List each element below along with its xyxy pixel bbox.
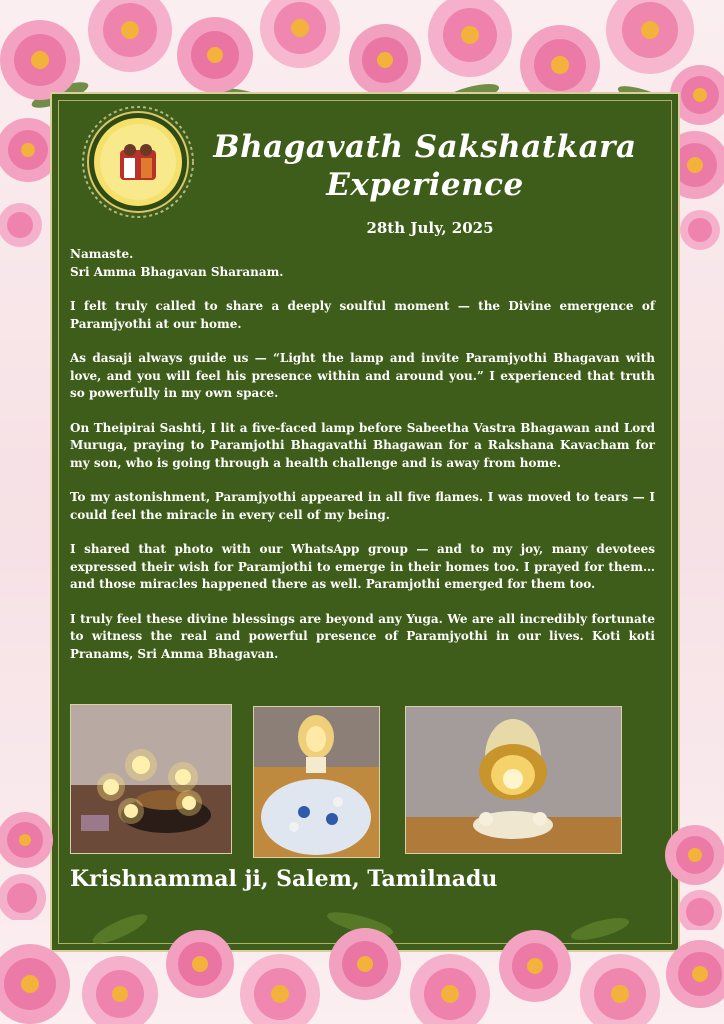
greeting-line: Namaste. — [70, 247, 134, 261]
event-date: 28th July, 2025 — [366, 219, 494, 237]
letter-paragraph: I shared that photo with our WhatsApp group — and to my joy, many devotees expressed their wish for Paramjothi to emerge in their homes too. I prayed for them… and those miracles happened there as well. Paramjothi emerged for them too. — [70, 542, 655, 591]
page-title — [200, 128, 650, 204]
title-line-2: Experience — [326, 167, 524, 203]
letter-paragraph: I felt truly called to share a deeply soulful moment — the Divine emergence of Paramjyothi at our home. — [70, 299, 655, 331]
paramjyothi-altar-photo — [253, 706, 380, 858]
greeting-line: Sri Amma Bhagavan Sharanam. — [70, 264, 284, 279]
letter-paragraph: I truly feel these divine blessings are beyond any Yuga. We are all incredibly fortunate to witness the real and powerful presence of Paramjyothi in our lives. Koti koti Pranams, Sri Amma Bhagavan. — [70, 611, 655, 661]
letter-paragraph: On Theipirai Sashti, I lit a five-faced lamp before Sabeetha Vastra Bhagawan and Lord Muruga, praying to Paramjothi Bhagavathi Bhagawan for a Rakshana Kavacham for my son, who is going through a health challenge and is away from home. — [70, 420, 655, 470]
letter-paragraph: As dasaji always guide us — “Light the lamp and invite Paramjyothi Bhagavan with love, and you will feel his presence within and around you.” I experienced that truth so powerfully in my own space. — [70, 351, 655, 400]
paramjyothi-lamp-closeup-photo — [405, 706, 622, 854]
five-faced-lamp-photo — [70, 704, 232, 854]
letter-paragraph: To my astonishment, Paramjyothi appeared in all five flames. I was moved to tears — I could feel the miracle in every cell of my being. — [70, 490, 655, 522]
amma-bhagavan-medallion-icon — [82, 106, 194, 218]
title-line-1: Bhagavath Sakshatkara — [213, 129, 637, 165]
letter-body — [70, 246, 655, 680]
signature: Krishnammal ji, Salem, Tamilnadu — [70, 866, 498, 892]
